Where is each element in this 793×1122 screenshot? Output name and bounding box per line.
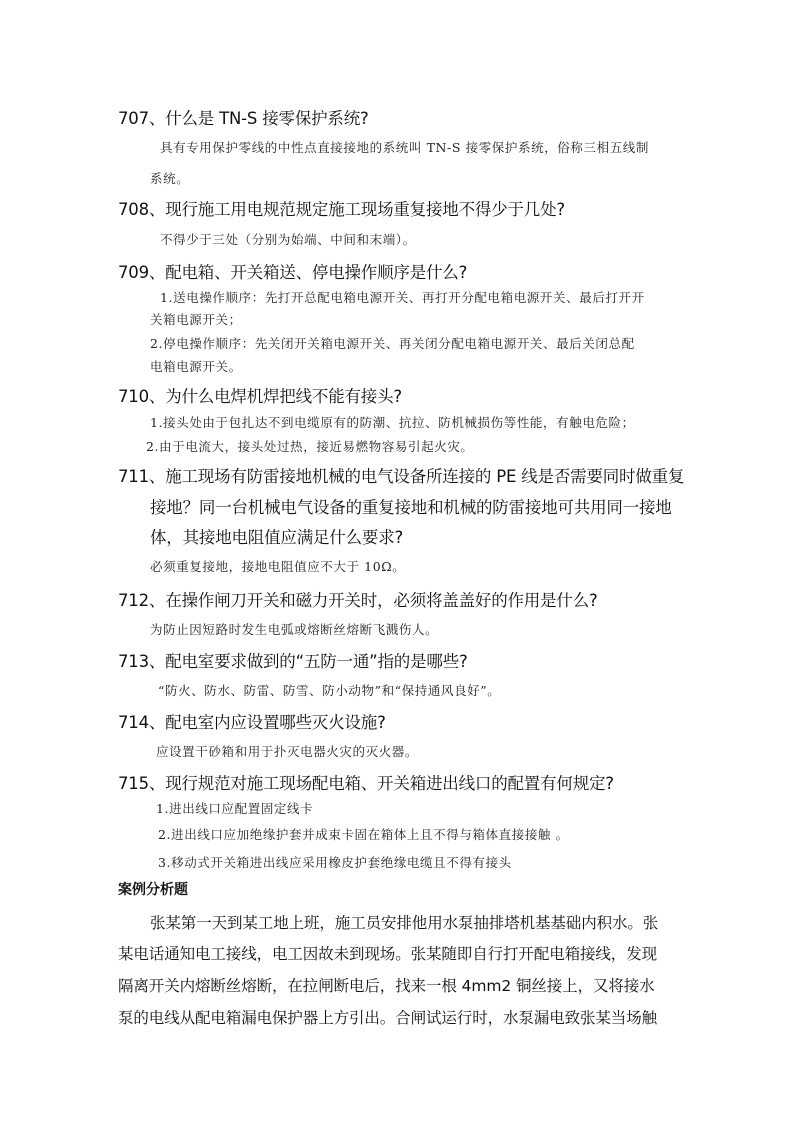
question-712-title: 712、在操作闸刀开关和磁力开关时，必须将盖盖好的作用是什么? xyxy=(118,591,598,610)
case-paragraph-line-3: 隔离开关内熔断丝熔断，在拉闸断电后，找来一根 4mm2 铜丝接上，又将接水 xyxy=(118,977,655,995)
case-section-heading: 案例分析题 xyxy=(118,882,188,898)
answer-709-line-1: 1.送电操作顺序：先打开总配电箱电源开关、再打开分配电箱电源开关、最后打开开 xyxy=(160,290,645,305)
answer-715-line-2: 2.进出线口应加绝缘护套并成束卡固在箱体上且不得与箱体直接接触 。 xyxy=(158,827,569,842)
answer-712-line-1: 为防止因短路时发生电弧或熔断丝熔断飞溅伤人。 xyxy=(150,622,439,637)
question-713-title: 713、配电室要求做到的“五防一通”指的是哪些? xyxy=(118,652,468,671)
question-710-title: 710、为什么电焊机焊把线不能有接头? xyxy=(118,387,402,406)
answer-715-line-3: 3.移动式开关箱进出线应采用橡皮护套绝缘电缆且不得有接头 xyxy=(158,855,512,870)
answer-715-line-1: 1.进出线口应配置固定线卡 xyxy=(156,801,314,816)
answer-711-line-1: 必须重复接地，接地电阻值应不大于 10Ω。 xyxy=(150,559,406,574)
question-715-title: 715、现行规范对施工现场配电箱、开关箱进出线口的配置有何规定? xyxy=(118,774,614,793)
case-paragraph-line-4: 泵的电线从配电箱漏电保护器上方引出。合闸试运行时，水泵漏电致张某当场触 xyxy=(118,1009,658,1027)
question-711-title-line-2: 接地？同一台机械电气设备的重复接地和机械的防雷接地可共用同一接地 xyxy=(150,498,672,517)
question-709-title: 709、配电箱、开关箱送、停电操作顺序是什么? xyxy=(118,263,468,282)
answer-713-line-1: “防火、防水、防雷、防雪、防小动物”和“保持通风良好”。 xyxy=(158,683,501,698)
answer-709-line-4: 电箱电源开关。 xyxy=(150,359,242,374)
answer-708-line-1: 不得少于三处（分别为始端、中间和末端）。 xyxy=(160,232,416,247)
case-paragraph-line-2: 某电话通知电工接线，电工因故未到现场。张某随即自行打开配电箱接线，发现 xyxy=(118,945,658,963)
answer-709-line-2: 关箱电源开关； xyxy=(150,312,242,327)
answer-707-line-1: 具有专用保护零线的中性点直接接地的系统叫 TN-S 接零保护系统，俗称三相五线制 xyxy=(160,140,650,155)
answer-710-line-1: 1.接头处由于包扎达不到电缆原有的防潮、抗拉、防机械损伤等性能，有触电危险； xyxy=(150,415,635,430)
question-711-title-line-3: 体，其接地电阻值应满足什么要求? xyxy=(150,528,404,547)
question-711-title-line-1: 711、施工现场有防雷接地机械的电气设备所连接的 PE 线是否需要同时做重复 xyxy=(118,467,685,486)
answer-707-line-2: 系统。 xyxy=(150,171,190,186)
question-714-title: 714、配电室内应设置哪些灭火设施? xyxy=(118,713,386,732)
case-paragraph-line-1: 张某第一天到某工地上班，施工员安排他用水泵抽排塔机基基础内积水。张 xyxy=(150,914,659,932)
answer-709-line-3: 2.停电操作顺序：先关闭开关箱电源开关、再关闭分配电箱电源开关、最后关闭总配 xyxy=(150,336,635,351)
answer-710-line-2: 2.由于电流大，接头处过热，接近易燃物容易引起火灾。 xyxy=(146,439,474,454)
answer-714-line-1: 应设置干砂箱和用于扑灭电器火灾的灭火器。 xyxy=(156,744,419,759)
question-708-title: 708、现行施工用电规范规定施工现场重复接地不得少于几处? xyxy=(118,200,565,219)
question-707-title: 707、什么是 TN-S 接零保护系统? xyxy=(118,109,369,128)
